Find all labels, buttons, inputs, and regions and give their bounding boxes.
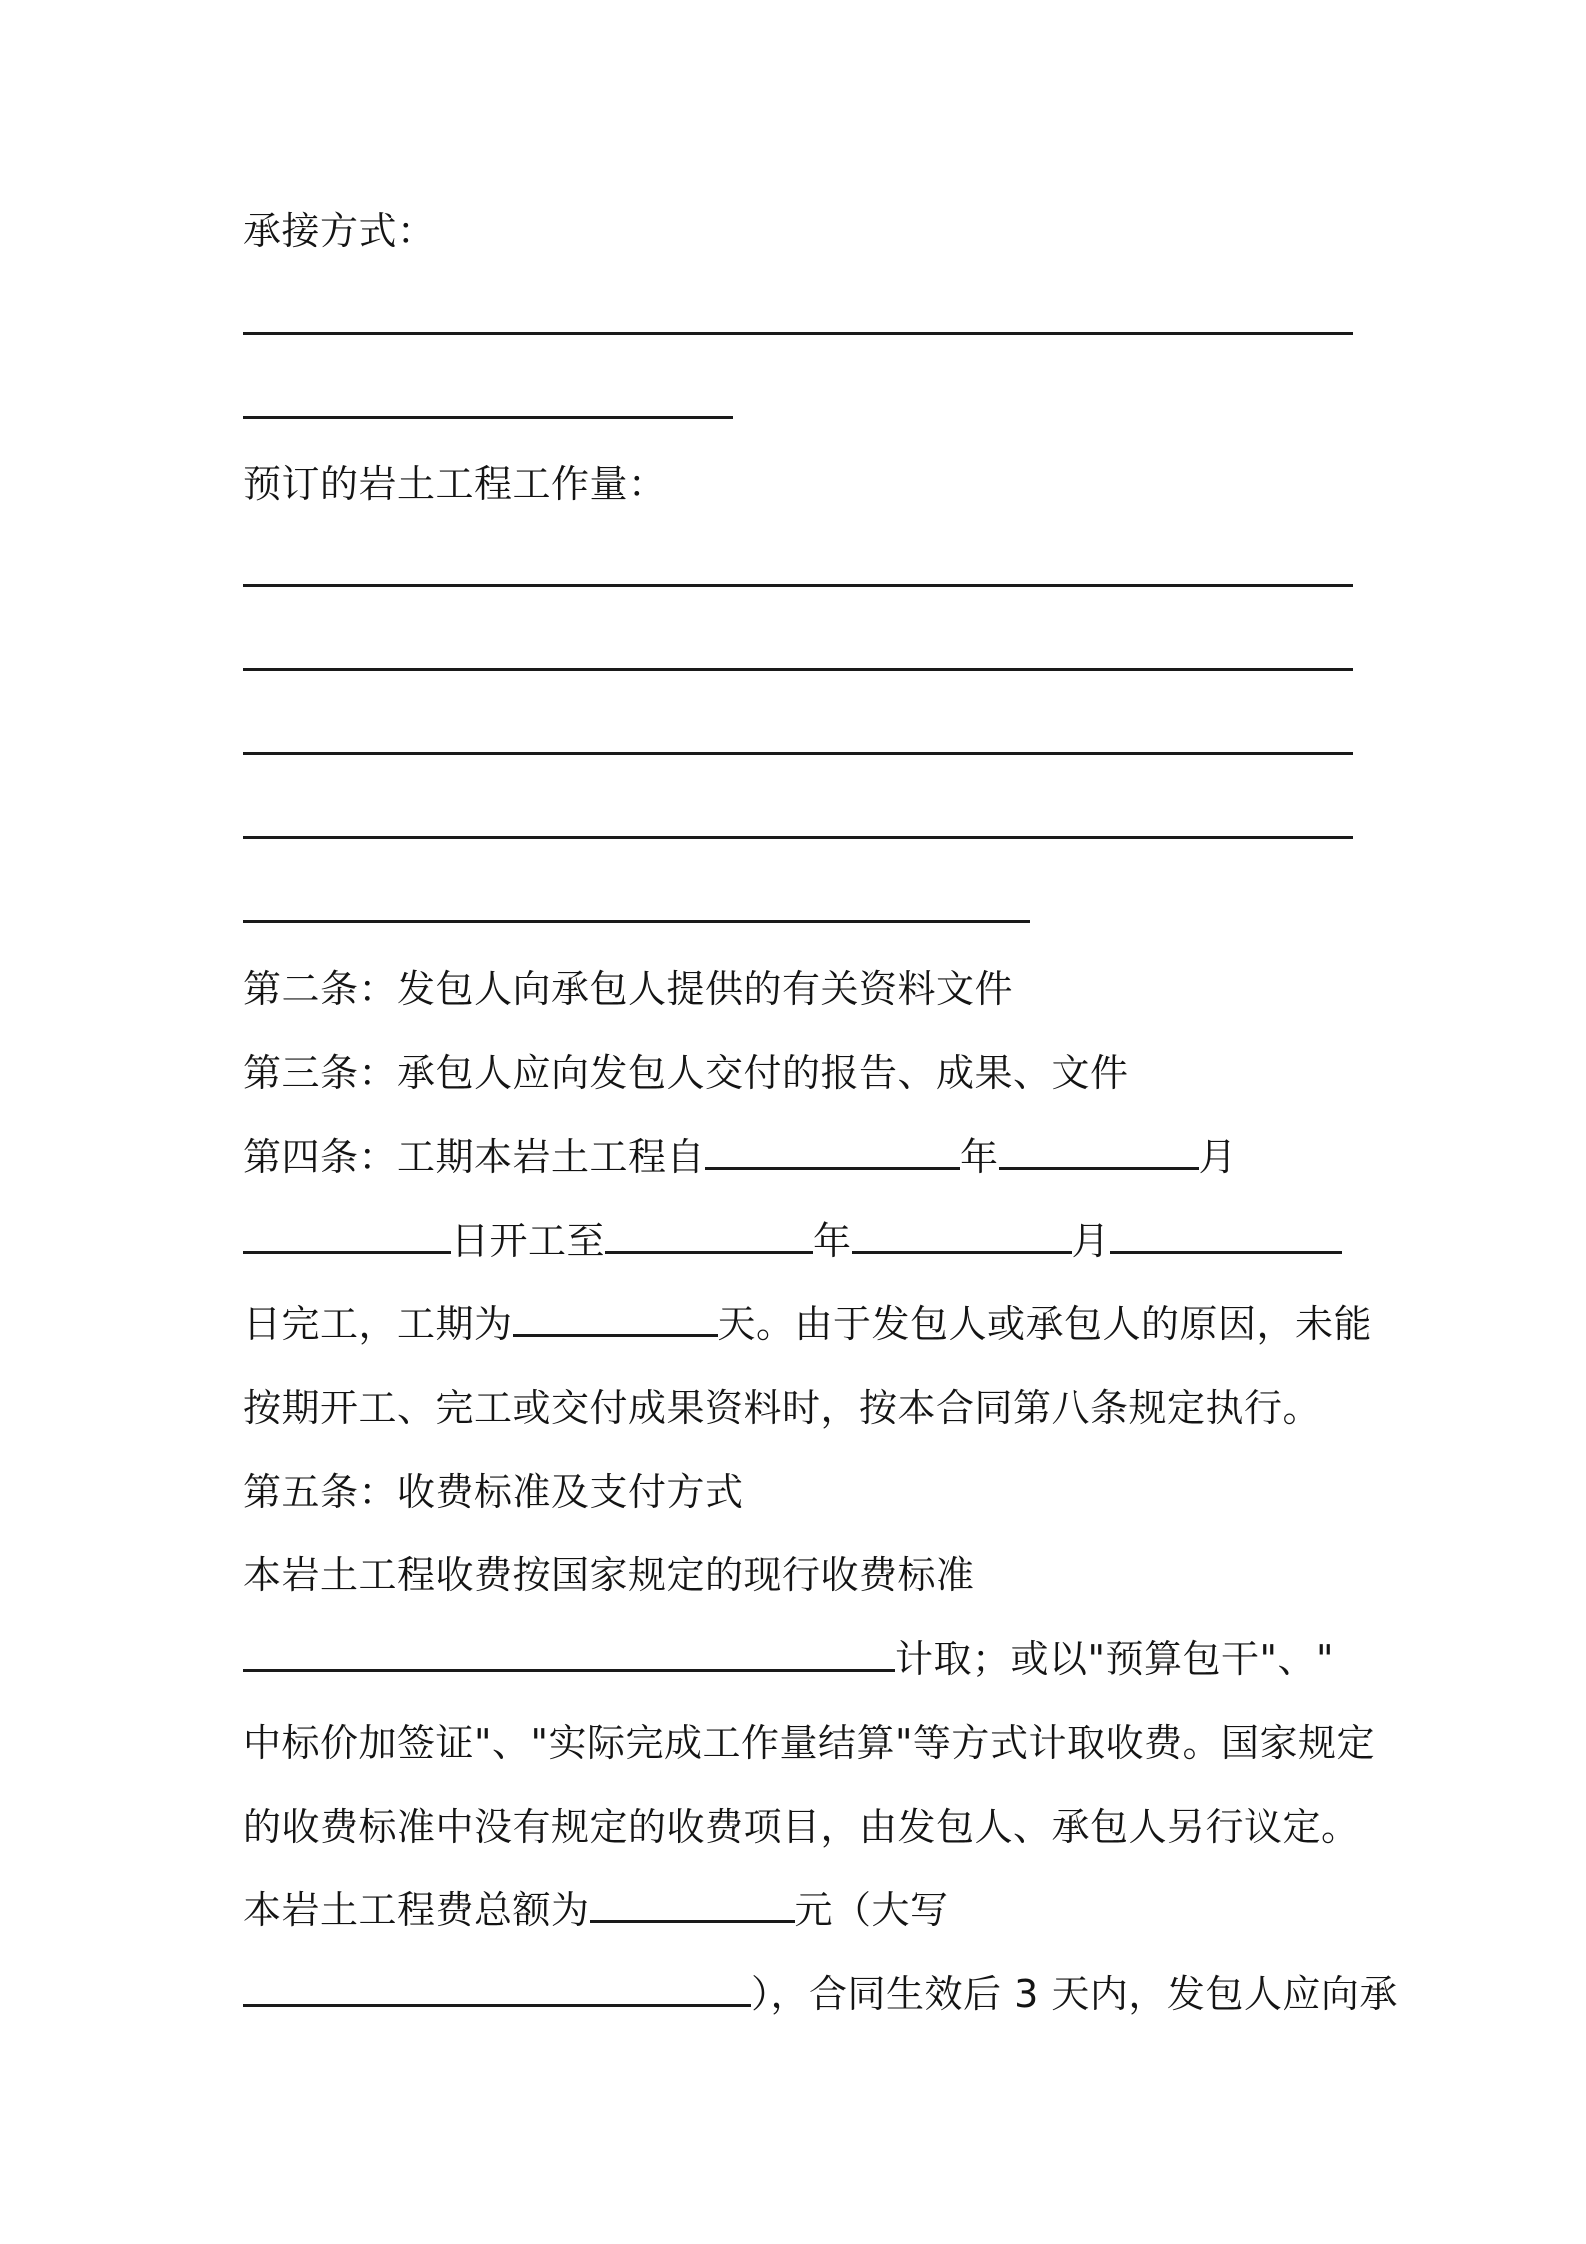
article-4-line-1	[243, 1131, 1353, 1183]
section-label-contract-method: 承接方式：	[243, 209, 436, 253]
capital-amount-blank	[243, 1972, 751, 2007]
start-day-blank	[243, 1219, 451, 1254]
fee-items-text: 的收费标准中没有规定的收费项目，由发包人、承包人另行议定。	[243, 1805, 1360, 1849]
fee-standard-text: 本岩土工程收费按国家规定的现行收费标准	[243, 1553, 975, 1597]
fill-in-blank	[243, 668, 1353, 671]
fill-in-blank	[243, 332, 1353, 335]
year-label: 年	[813, 1219, 852, 1263]
total-fee-text: 本岩土工程费总额为	[243, 1888, 590, 1932]
duration-days-blank	[513, 1302, 718, 1337]
duration-text: 日完工，工期为	[243, 1302, 513, 1346]
start-month-blank	[999, 1135, 1199, 1170]
article-4-line-2	[243, 1215, 1353, 1267]
end-month-blank	[852, 1219, 1072, 1254]
month-label: 月	[1198, 1135, 1238, 1179]
fill-in-blank	[243, 836, 1353, 839]
fill-in-blank	[243, 920, 1030, 923]
article-4-line-3	[243, 1298, 1373, 1350]
article-2-heading: 第二条：发包人向承包人提供的有关资料文件	[243, 967, 1014, 1011]
fee-calc-text: 计取；或以"预算包干"、"	[895, 1637, 1334, 1681]
month-label: 月	[1071, 1219, 1111, 1263]
start-year-blank	[705, 1135, 960, 1170]
start-day-text: 日开工至	[451, 1219, 606, 1263]
article-4-text: 第四条：工期本岩土工程自	[243, 1135, 706, 1179]
article-5-heading: 第五条：收费标准及支付方式	[243, 1470, 744, 1514]
total-fee-amount-blank	[590, 1888, 795, 1923]
section-label-workload: 预订的岩土工程工作量：	[243, 462, 667, 506]
end-day-blank	[1110, 1219, 1342, 1254]
end-year-blank	[605, 1219, 813, 1254]
fee-calc-line	[243, 1633, 1353, 1685]
total-fee-line	[243, 1884, 1353, 1936]
payment-text: ），合同生效后 3 天内，发包人应向承	[751, 1972, 1398, 2016]
article-4-line-4: 按期开工、完工或交付成果资料时，按本合同第八条规定执行。	[243, 1386, 1322, 1430]
fill-in-blank	[243, 416, 733, 419]
delay-clause-text: 天。由于发包人或承包人的原因，未能	[717, 1302, 1373, 1346]
fee-standard-blank	[243, 1637, 895, 1672]
fill-in-blank	[243, 752, 1353, 755]
year-label: 年	[960, 1135, 999, 1179]
article-3-heading: 第三条：承包人应向发包人交付的报告、成果、文件	[243, 1051, 1129, 1095]
fill-in-blank	[243, 584, 1353, 587]
payment-line	[243, 1968, 1398, 2020]
capital-label: 元（大写	[794, 1888, 949, 1932]
fee-methods-text: 中标价加签证"、"实际完成工作量结算"等方式计取收费。国家规定	[243, 1721, 1375, 1765]
